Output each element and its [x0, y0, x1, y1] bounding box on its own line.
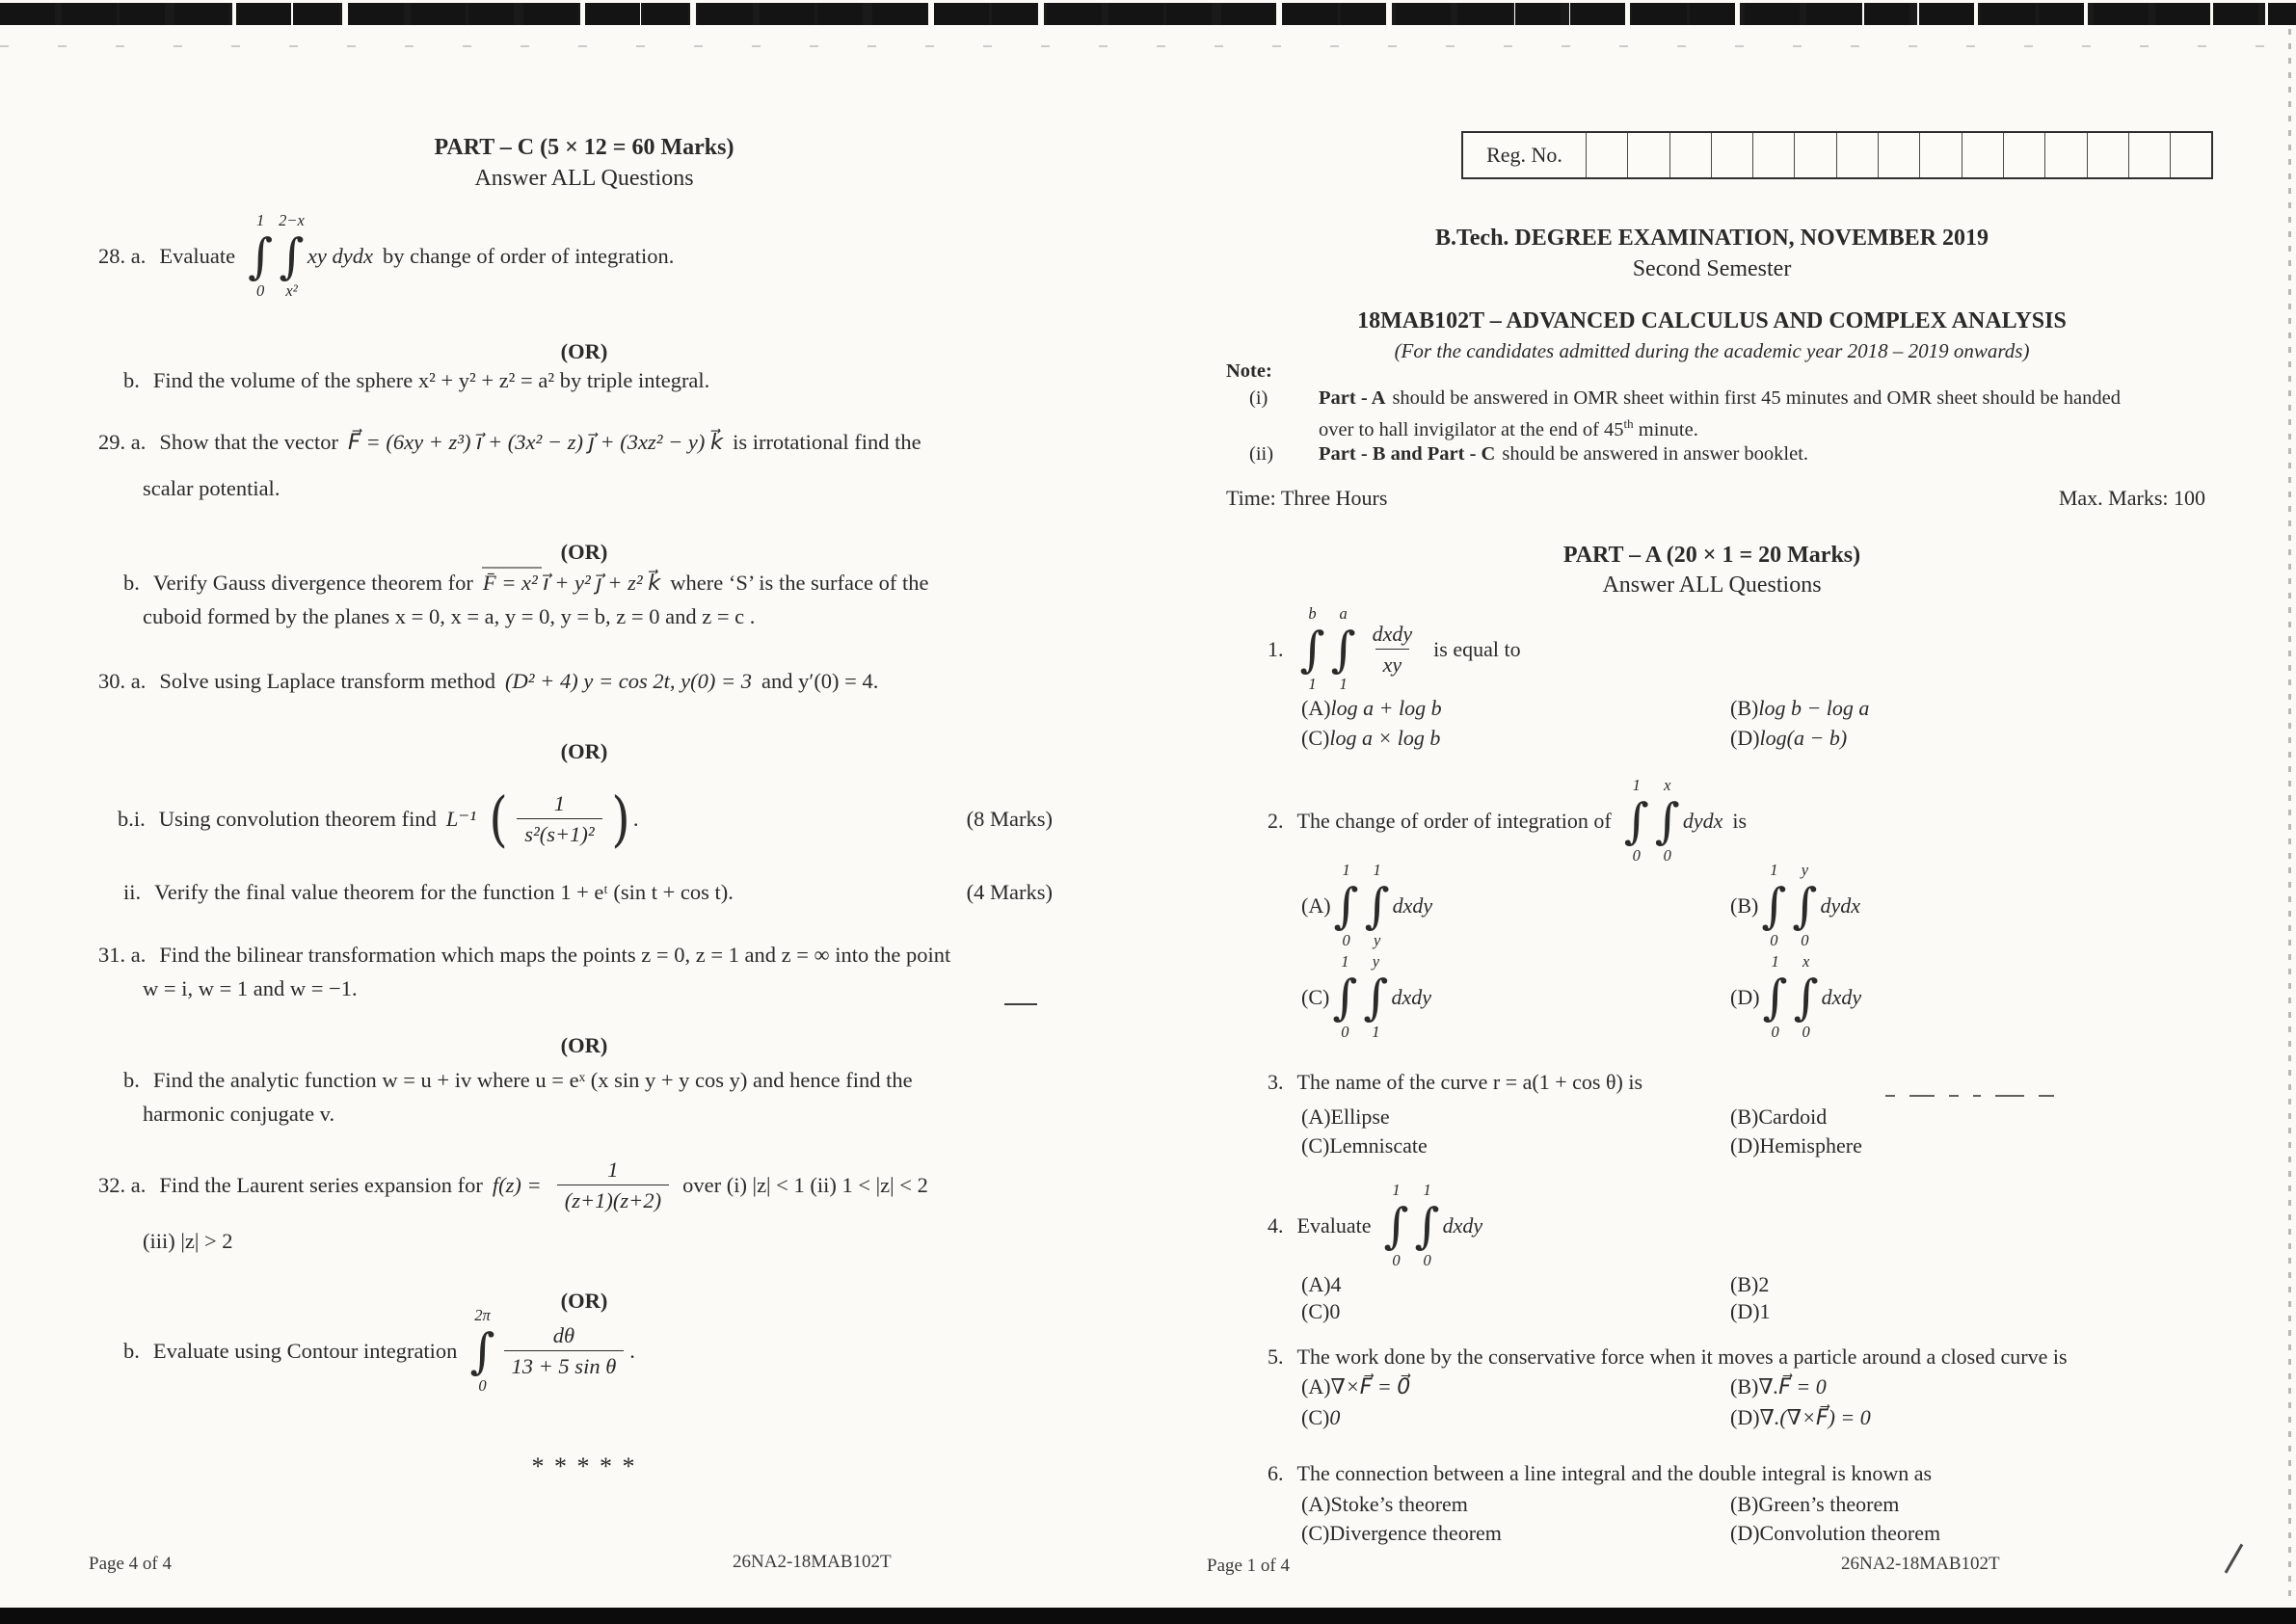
- integral-upper-limit: b: [1308, 603, 1317, 623]
- reg-cell: [2128, 133, 2170, 177]
- q3-option-d: [1730, 1133, 1862, 1158]
- integral-sign: [469, 1307, 494, 1396]
- question-number: b.: [123, 571, 140, 595]
- integrand: dxdy: [1821, 985, 1862, 1009]
- integral-sign: [1794, 953, 1819, 1042]
- integral-lower-limit: 1: [1372, 1023, 1380, 1042]
- option-label: (C): [1301, 985, 1330, 1009]
- reg-no-table: [1461, 131, 2213, 179]
- option-value: ∇×F⃗ = 0⃗: [1330, 1374, 1411, 1398]
- question-number: 4.: [1268, 1213, 1284, 1238]
- option-label: (B): [1730, 1105, 1759, 1129]
- integrand: dxdy: [1391, 985, 1431, 1009]
- question-30a: [98, 669, 878, 694]
- option-value: log(a − b): [1759, 726, 1848, 750]
- q2-option-d: [1730, 949, 1861, 1046]
- integral-lower-limit: 0: [1392, 1251, 1401, 1270]
- option-label: (D): [1730, 1133, 1760, 1158]
- q6-option-d: [1730, 1521, 1940, 1546]
- note-text: minute.: [1638, 418, 1698, 440]
- question-28b: [123, 368, 709, 393]
- scan-artifact-mark: [2225, 1544, 2243, 1574]
- integral-lower-limit: 1: [1308, 674, 1317, 693]
- q2-option-a: [1301, 858, 1432, 954]
- note-number: (i): [1249, 387, 1268, 409]
- numerator: 1: [607, 1158, 619, 1183]
- option-value: log b − log a: [1758, 696, 1870, 720]
- denominator: (z+1)(z+2): [557, 1185, 669, 1213]
- integral-upper-limit: 1: [1771, 952, 1779, 972]
- option-label: (B): [1730, 1272, 1759, 1296]
- question-text: by change of order of integration.: [382, 244, 675, 268]
- note-bold: Part - B and Part - C: [1319, 443, 1496, 465]
- q3-option-a: [1301, 1105, 1390, 1130]
- fraction: [1365, 622, 1421, 677]
- q5-option-c: [1301, 1405, 1340, 1430]
- scan-top-bar: [0, 3, 2296, 25]
- or-separator: (OR): [560, 1033, 608, 1057]
- reg-cell: [1836, 133, 1878, 177]
- integral-lower-limit: x²: [285, 281, 298, 301]
- question-number: ii.: [123, 880, 142, 904]
- integral-sign: [1415, 1182, 1440, 1270]
- option-label: (A): [1301, 1492, 1331, 1516]
- numerator: 1: [553, 791, 566, 816]
- option-label: (B): [1730, 1492, 1759, 1516]
- page-number-left: Page 4 of 4: [89, 1554, 173, 1574]
- integrand: dxdy: [1392, 893, 1433, 918]
- option-value: Cardoid: [1758, 1105, 1828, 1129]
- question-text: over (i) |z| < 1 (ii) 1 < |z| < 2: [682, 1173, 928, 1197]
- integral-lower-limit: 0: [1341, 1023, 1349, 1042]
- option-label: (A): [1301, 893, 1331, 918]
- question-31b: [123, 1068, 913, 1093]
- option-label: (D): [1730, 726, 1760, 750]
- fraction: [517, 791, 601, 847]
- question-number: 3.: [1268, 1070, 1284, 1094]
- denominator: xy: [1375, 649, 1410, 677]
- question-31a-line2: w = i, w = 1 and w = −1.: [143, 976, 358, 1000]
- note-label: Note:: [1226, 360, 1272, 382]
- q5-option-d: [1730, 1405, 1871, 1430]
- question-29a: [98, 430, 921, 455]
- note-text: over to hall invigilator at the end of 45: [1319, 418, 1624, 440]
- question-text: Find the bilinear transformation which maps the points z = 0, z = 1 and z = ∞ into the point: [159, 943, 951, 967]
- integral-lower-limit: 0: [1771, 1023, 1779, 1042]
- integral-sign: [1331, 605, 1356, 694]
- integral-glyph: ∫: [1761, 878, 1787, 934]
- integral-upper-limit: 1: [1373, 861, 1381, 880]
- reg-cell: [1586, 133, 1627, 177]
- question-text: is irrotational find the: [733, 430, 921, 454]
- option-value: 2: [1758, 1272, 1770, 1296]
- integral-sign: [1363, 953, 1388, 1042]
- period: .: [632, 807, 639, 831]
- note-superscript: th: [1623, 416, 1634, 431]
- option-label: (D): [1730, 1405, 1760, 1429]
- integral-sign: [1334, 862, 1359, 950]
- question-31a: [98, 943, 950, 968]
- integral-upper-limit: a: [1339, 603, 1348, 623]
- integral-upper-limit: x: [1664, 776, 1671, 795]
- integral-sign: [1655, 777, 1680, 865]
- option-label: (B): [1730, 893, 1759, 918]
- integral-sign: [1300, 605, 1325, 694]
- question-6: [1268, 1461, 1932, 1486]
- integral-glyph: ∫: [279, 228, 305, 284]
- integral-sign: [1792, 862, 1817, 950]
- q4-option-a: [1301, 1272, 1342, 1297]
- end-stars: * * * * *: [531, 1452, 637, 1480]
- question-30bii: [123, 880, 1053, 905]
- option-value: Stoke’s theorem: [1330, 1492, 1468, 1516]
- integral-glyph: ∫: [1623, 793, 1649, 849]
- scan-artifact-line: [482, 567, 542, 569]
- integral-upper-limit: 1: [1392, 1181, 1401, 1200]
- scan-artifact-dashes: [1885, 1095, 2054, 1097]
- q3-option-b: [1730, 1105, 1827, 1130]
- integral-lower-limit: 0: [478, 1376, 487, 1396]
- formula: f(z) =: [492, 1173, 542, 1197]
- course-title: 18MAB102T – ADVANCED CALCULUS AND COMPLEX ANALYSIS: [1357, 308, 2067, 333]
- numerator: dθ: [552, 1323, 575, 1348]
- integral-lower-limit: 0: [1632, 846, 1641, 865]
- integrand: dydx: [1820, 893, 1860, 918]
- question-1: [1268, 603, 1521, 695]
- integral-sign: [1383, 1182, 1408, 1270]
- paper-code-right: 26NA2-18MAB102T: [1841, 1554, 2000, 1574]
- period: .: [629, 1339, 635, 1363]
- reg-cell: [1919, 133, 1961, 177]
- q2-option-c: [1301, 949, 1431, 1046]
- integral-lower-limit: 1: [1339, 674, 1348, 693]
- reg-no-label: Reg. No.: [1486, 143, 1562, 167]
- option-value: 1: [1759, 1299, 1771, 1323]
- max-marks: Max. Marks: 100: [2058, 486, 2205, 510]
- option-value: Lemniscate: [1329, 1133, 1428, 1158]
- integral-lower-limit: 0: [1423, 1251, 1431, 1270]
- question-text: Evaluate: [1296, 1213, 1372, 1238]
- integral-upper-limit: 1: [1341, 952, 1349, 972]
- formula: F̄ = x² i⃗ + y² j⃗ + z² k⃗: [482, 571, 661, 595]
- note-text: should be answered in answer booklet.: [1502, 443, 1809, 465]
- fraction: [557, 1158, 669, 1213]
- integral-sign: [1365, 862, 1390, 950]
- question-number: 30. a.: [98, 669, 147, 693]
- integral-lower-limit: 0: [1663, 846, 1671, 865]
- page-number-right: Page 1 of 4: [1207, 1556, 1291, 1576]
- formula: F⃗ = (6xy + z³) i⃗ + (3x² − z) j⃗ + (3xz² − y) k⃗: [347, 430, 724, 454]
- question-text: The name of the curve r = a(1 + cos θ) is: [1296, 1070, 1642, 1094]
- integral-upper-limit: 1: [1632, 776, 1641, 795]
- option-value: 4: [1330, 1272, 1342, 1296]
- question-32a: [98, 1145, 928, 1226]
- question-29a-line2: scalar potential.: [143, 476, 280, 500]
- note-item-ii: [1249, 443, 1808, 466]
- question-number: 31. a.: [98, 943, 147, 967]
- option-label: (A): [1301, 1105, 1331, 1129]
- time-marks-row: [1226, 486, 2205, 511]
- option-label: (C): [1301, 1133, 1330, 1158]
- denominator: s²(s+1)²: [517, 818, 601, 847]
- option-label: (C): [1301, 726, 1330, 750]
- option-value: Hemisphere: [1759, 1133, 1862, 1158]
- integral-glyph: ∫: [1299, 621, 1325, 678]
- operator: L⁻¹: [445, 807, 476, 831]
- option-label: (C): [1301, 1299, 1330, 1323]
- question-number: 5.: [1268, 1344, 1284, 1369]
- option-label: (A): [1301, 1374, 1331, 1398]
- question-32b: [123, 1301, 635, 1401]
- question-text: is: [1732, 809, 1748, 833]
- q1-option-a: [1301, 696, 1442, 721]
- integral-sign: [248, 212, 273, 301]
- integral-sign: [1761, 862, 1786, 950]
- integral-glyph: ∫: [1654, 793, 1680, 849]
- question-29b-line2: cuboid formed by the planes x = 0, x = a, y = 0, y = b, z = 0 and z = c .: [143, 604, 756, 628]
- question-28a: [98, 211, 675, 301]
- integral-lower-limit: 0: [1801, 931, 1809, 950]
- question-text: and y′(0) = 4.: [761, 669, 879, 693]
- question-2: [1268, 773, 1747, 869]
- denominator: 13 + 5 sin θ: [504, 1350, 625, 1379]
- question-number: 28. a.: [98, 244, 147, 268]
- question-number: b.: [123, 1068, 140, 1092]
- question-3: [1268, 1070, 1642, 1095]
- integral-lower-limit: y: [1373, 931, 1381, 950]
- fraction: [504, 1323, 625, 1379]
- q6-option-c: [1301, 1521, 1502, 1546]
- question-text: Find the analytic function w = u + iv where u = eˣ (x sin y + y cos y) and hence find the: [152, 1068, 913, 1092]
- q4-option-b: [1730, 1272, 1769, 1297]
- question-text: Verify the final value theorem for the function 1 + eᵗ (sin t + cos t).: [154, 880, 734, 904]
- question-text: Evaluate: [159, 244, 236, 268]
- q1-option-d: [1730, 726, 1847, 751]
- question-31b-line2: harmonic conjugate v.: [143, 1102, 335, 1126]
- scan-bottom-bar: [0, 1608, 2296, 1624]
- integral-lower-limit: 0: [256, 281, 265, 301]
- question-number: 6.: [1268, 1461, 1284, 1485]
- integral-glyph: ∫: [1363, 970, 1389, 1025]
- question-number: 29. a.: [98, 430, 147, 454]
- integral-upper-limit: y: [1801, 861, 1809, 880]
- question-text: Verify Gauss divergence theorem for: [152, 571, 473, 595]
- part-a-subtitle: Answer ALL Questions: [1602, 572, 1822, 598]
- or-separator: (OR): [560, 540, 608, 564]
- reg-cell: [2087, 133, 2128, 177]
- question-text: Evaluate using Contour integration: [152, 1339, 458, 1363]
- question-4: [1268, 1178, 1482, 1274]
- or-separator: (OR): [560, 739, 608, 763]
- question-5: [1268, 1344, 2068, 1370]
- option-label: (A): [1301, 696, 1331, 720]
- question-number: b.i.: [118, 807, 146, 831]
- integral-sign: [1624, 777, 1649, 865]
- option-label: (C): [1301, 1521, 1330, 1545]
- q6-option-b: [1730, 1492, 1899, 1517]
- integral-glyph: ∫: [1762, 970, 1788, 1025]
- part-a-title: PART – A (20 × 1 = 20 Marks): [1562, 543, 1861, 568]
- integral-upper-limit: 1: [256, 211, 265, 230]
- paper-code-left: 26NA2-18MAB102T: [733, 1552, 892, 1572]
- time-allowed: Time: Three Hours: [1226, 486, 1388, 510]
- reg-cell: [1627, 133, 1669, 177]
- semester: Second Semester: [1632, 256, 1792, 281]
- q1-option-b: [1730, 696, 1869, 721]
- question-text: where ‘S’ is the surface of the: [670, 571, 929, 595]
- marks-badge: (8 Marks): [966, 807, 1053, 831]
- reg-cell: [2170, 133, 2211, 177]
- integral-upper-limit: y: [1372, 952, 1380, 972]
- formula: (D² + 4) y = cos 2t, y(0) = 3: [505, 669, 753, 693]
- question-number: 32. a.: [98, 1173, 147, 1197]
- reg-cell: [2044, 133, 2086, 177]
- part-c-title: PART – C (5 × 12 = 60 Marks): [434, 135, 734, 160]
- question-text: Find the volume of the sphere x² + y² + z² = a² by triple integral.: [152, 368, 710, 392]
- q5-option-b: [1730, 1374, 1827, 1399]
- option-value: 0: [1329, 1299, 1341, 1323]
- option-value: Divergence theorem: [1329, 1521, 1502, 1545]
- option-label: (C): [1301, 1405, 1330, 1429]
- note-item-i-line2: [1319, 416, 1698, 441]
- note-item-i: [1249, 387, 2121, 410]
- integral-glyph: ∫: [1792, 878, 1818, 934]
- question-text: The work done by the conservative force when it moves a particle around a closed curve is: [1296, 1344, 2068, 1369]
- integral-glyph: ∫: [1414, 1198, 1440, 1254]
- reg-cell: [1752, 133, 1794, 177]
- q3-option-c: [1301, 1133, 1428, 1158]
- integral-upper-limit: 1: [1342, 861, 1350, 880]
- integral-lower-limit: 0: [1770, 931, 1778, 950]
- option-label: (D): [1730, 1521, 1760, 1545]
- integral-upper-limit: 1: [1770, 861, 1778, 880]
- reg-cell: [1962, 133, 2003, 177]
- or-separator: (OR): [560, 339, 608, 363]
- note-bold: Part - A: [1319, 387, 1386, 409]
- q6-option-a: [1301, 1492, 1468, 1517]
- integral-upper-limit: x: [1802, 952, 1810, 972]
- question-text: The change of order of integration of: [1296, 809, 1612, 833]
- option-label: (D): [1730, 1299, 1760, 1323]
- option-value: Convolution theorem: [1759, 1521, 1941, 1545]
- option-label: (B): [1730, 696, 1759, 720]
- question-text: Using convolution theorem find: [158, 807, 437, 831]
- integral-glyph: ∫: [1332, 970, 1358, 1025]
- question-text: Solve using Laplace transform method: [159, 669, 496, 693]
- question-number: b.: [123, 1339, 140, 1363]
- integrand: xy dydx: [307, 244, 373, 268]
- integrand: dxdy: [1442, 1213, 1483, 1238]
- question-text: is equal to: [1433, 636, 1521, 661]
- question-29b: [123, 571, 929, 596]
- option-value: 0: [1329, 1405, 1341, 1429]
- integral-lower-limit: 0: [1802, 1023, 1810, 1042]
- question-text: The connection between a line integral and the double integral is known as: [1296, 1461, 1933, 1485]
- q4-option-d: [1730, 1299, 1771, 1324]
- course-note: (For the candidates admitted during the academic year 2018 – 2019 onwards): [1394, 339, 2030, 362]
- reg-cell: [2003, 133, 2044, 177]
- marks-badge: (4 Marks): [966, 880, 1053, 904]
- integral-lower-limit: 0: [1342, 931, 1350, 950]
- reg-cell: [1878, 133, 1919, 177]
- reg-cell: [1711, 133, 1752, 177]
- note-text: should be answered in OMR sheet within first 45 minutes and OMR sheet should be handed: [1392, 387, 2122, 409]
- integral-sign: [1332, 953, 1357, 1042]
- option-label: (D): [1730, 985, 1760, 1009]
- integral-glyph: ∫: [1383, 1198, 1409, 1254]
- question-number: 2.: [1268, 809, 1284, 833]
- or-separator: (OR): [560, 1289, 608, 1313]
- question-32a-line2: (iii) |z| > 2: [143, 1229, 233, 1253]
- integrand: dydx: [1682, 809, 1723, 833]
- scan-artifact-line: [1004, 1003, 1037, 1005]
- integral-upper-limit: 2π: [474, 1306, 491, 1325]
- integral-glyph: ∫: [1330, 621, 1356, 678]
- q4-option-c: [1301, 1299, 1340, 1324]
- q2-option-b: [1730, 858, 1860, 954]
- integral-upper-limit: 1: [1423, 1181, 1431, 1200]
- option-value: log a × log b: [1329, 726, 1441, 750]
- option-value: ∇.(∇×F⃗) = 0: [1759, 1405, 1871, 1429]
- integral-upper-limit: 2−x: [279, 211, 305, 230]
- reg-cell: [1794, 133, 1835, 177]
- integral-glyph: ∫: [1333, 878, 1359, 934]
- question-30bi: b.i. Using convolution theorem find L⁻¹ ( $\frac{1}{\text{s²(s+1)²}}$ ) . (8 Marks): [118, 784, 1053, 854]
- option-value: log a + log b: [1330, 696, 1442, 720]
- question-text: Find the Laurent series expansion for: [159, 1173, 483, 1197]
- q5-option-a: [1301, 1374, 1410, 1399]
- scan-edge-noise: [2288, 29, 2291, 1605]
- option-label: (A): [1301, 1272, 1331, 1296]
- integral-glyph: ∫: [469, 1323, 495, 1379]
- integral-sign: [279, 212, 305, 301]
- numerator: dxdy: [1372, 622, 1413, 647]
- option-label: (B): [1730, 1374, 1759, 1398]
- question-number: b.: [123, 368, 140, 392]
- integral-glyph: ∫: [248, 228, 274, 284]
- integral-sign: [1763, 953, 1788, 1042]
- note-number: (ii): [1249, 443, 1274, 465]
- option-value: Green’s theorem: [1758, 1492, 1900, 1516]
- reg-cell: [1669, 133, 1711, 177]
- scan-speckle-line: [0, 45, 2296, 47]
- option-value: Ellipse: [1330, 1105, 1390, 1129]
- integral-glyph: ∫: [1793, 970, 1819, 1025]
- q1-option-c: [1301, 726, 1440, 751]
- question-number: 1.: [1268, 636, 1284, 661]
- option-value: ∇.F⃗ = 0: [1758, 1374, 1827, 1398]
- exam-title: B.Tech. DEGREE EXAMINATION, NOVEMBER 2019: [1434, 226, 1989, 251]
- integral-glyph: ∫: [1364, 878, 1390, 934]
- question-text: Show that the vector: [159, 430, 338, 454]
- part-c-subtitle: Answer ALL Questions: [474, 166, 694, 191]
